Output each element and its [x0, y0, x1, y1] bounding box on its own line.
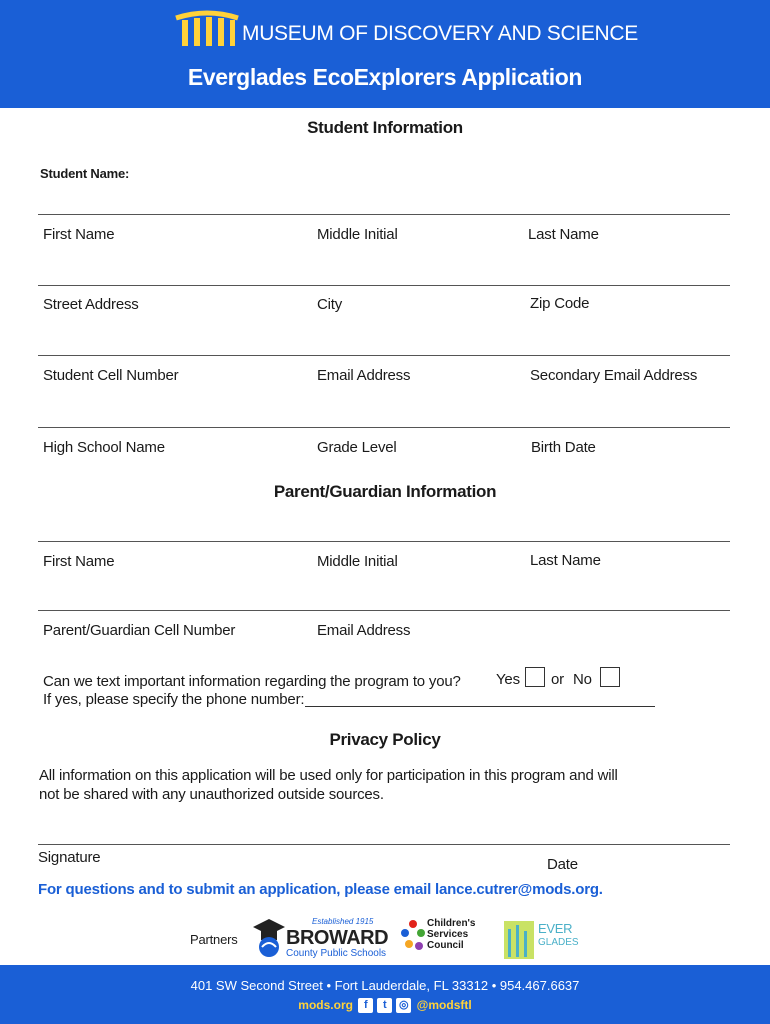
- parent-last-name-label: Last Name: [530, 552, 601, 569]
- childrens-services-council-logo: [400, 915, 482, 961]
- secondary-email-label: Secondary Email Address: [530, 367, 698, 384]
- signature-line[interactable]: [38, 844, 730, 845]
- city-label: City: [317, 296, 343, 313]
- yes-checkbox[interactable]: [525, 667, 545, 687]
- privacy-title: Privacy Policy: [329, 730, 441, 749]
- broward-subtitle: County Public Schools: [286, 948, 387, 959]
- address-line[interactable]: [38, 285, 730, 286]
- header-banner: [0, 0, 770, 108]
- student-last-name-label: Last Name: [528, 226, 599, 243]
- contact-line[interactable]: [38, 355, 730, 356]
- footer-address: 401 SW Second Street • Fort Lauderdale, FL 33312 • 954.467.6637: [190, 978, 580, 993]
- student-email-label: Email Address: [317, 367, 411, 384]
- parent-name-line[interactable]: [38, 541, 730, 542]
- student-cell-label: Student Cell Number: [43, 367, 179, 384]
- museum-name: MUSEUM OF DISCOVERY AND SCIENCE: [242, 22, 638, 45]
- parent-contact-line[interactable]: [38, 610, 730, 611]
- grade-level-label: Grade Level: [317, 439, 397, 456]
- birth-date-label: Birth Date: [531, 439, 596, 456]
- contact-note: For questions and to submit an application, please email lance.cutrer@mods.org.: [38, 881, 603, 898]
- application-title: Everglades EcoExplorers Application: [187, 64, 583, 90]
- privacy-text-line2: not be shared with any unauthorized outside sources.: [39, 786, 384, 803]
- yes-label: Yes: [496, 671, 520, 688]
- partners-label: Partners: [190, 932, 238, 947]
- parent-section-title: Parent/Guardian Information: [273, 482, 497, 501]
- broward-schools-logo: [252, 915, 389, 961]
- everglades-line1: EVER: [538, 921, 573, 936]
- parent-email-label: Email Address: [317, 622, 411, 639]
- student-name-label: Student Name:: [40, 166, 130, 181]
- no-label: No: [573, 671, 592, 688]
- phone-specify-label: If yes, please specify the phone number:: [43, 691, 305, 708]
- student-middle-initial-label: Middle Initial: [317, 226, 398, 243]
- csc-line3: Council: [427, 940, 464, 951]
- footer-social: [0, 998, 770, 1013]
- everglades-line2: GLADES: [538, 937, 579, 948]
- student-section-title: Student Information: [307, 118, 463, 137]
- parent-cell-label: Parent/Guardian Cell Number: [43, 622, 236, 639]
- puzzle-people-icon: [400, 919, 426, 953]
- student-name-line[interactable]: [38, 214, 730, 215]
- date-label: Date: [547, 856, 578, 873]
- parent-middle-initial-label: Middle Initial: [317, 553, 398, 570]
- website-link[interactable]: mods.org: [298, 998, 353, 1012]
- museum-logo-icon: [172, 8, 242, 48]
- twitter-icon[interactable]: t: [377, 998, 392, 1013]
- grass-icon: [504, 917, 534, 959]
- graduation-cap-icon: [252, 917, 286, 959]
- broward-name: BROWARD: [286, 927, 389, 949]
- broward-established: Established 1915: [312, 917, 374, 926]
- street-address-label: Street Address: [43, 296, 139, 313]
- everglades-logo: [504, 917, 578, 961]
- instagram-icon[interactable]: ◎: [396, 998, 411, 1013]
- signature-label: Signature: [38, 849, 101, 866]
- text-permission-question: Can we text important information regarding the program to you?: [43, 673, 461, 690]
- zip-code-label: Zip Code: [530, 295, 590, 312]
- parent-first-name-label: First Name: [43, 553, 115, 570]
- school-line[interactable]: [38, 427, 730, 428]
- privacy-text-line1: All information on this application will be used only for participation in this program and will: [39, 767, 618, 784]
- csc-line2: Services: [427, 929, 469, 940]
- no-checkbox[interactable]: [600, 667, 620, 687]
- high-school-label: High School Name: [43, 439, 165, 456]
- or-label: or: [551, 671, 564, 688]
- footer-banner: [0, 965, 770, 1024]
- phone-number-line[interactable]: [305, 706, 655, 707]
- csc-line1: Children's: [427, 918, 476, 929]
- facebook-icon[interactable]: f: [358, 998, 373, 1013]
- student-first-name-label: First Name: [43, 226, 115, 243]
- social-handle[interactable]: @modsftl: [416, 998, 472, 1012]
